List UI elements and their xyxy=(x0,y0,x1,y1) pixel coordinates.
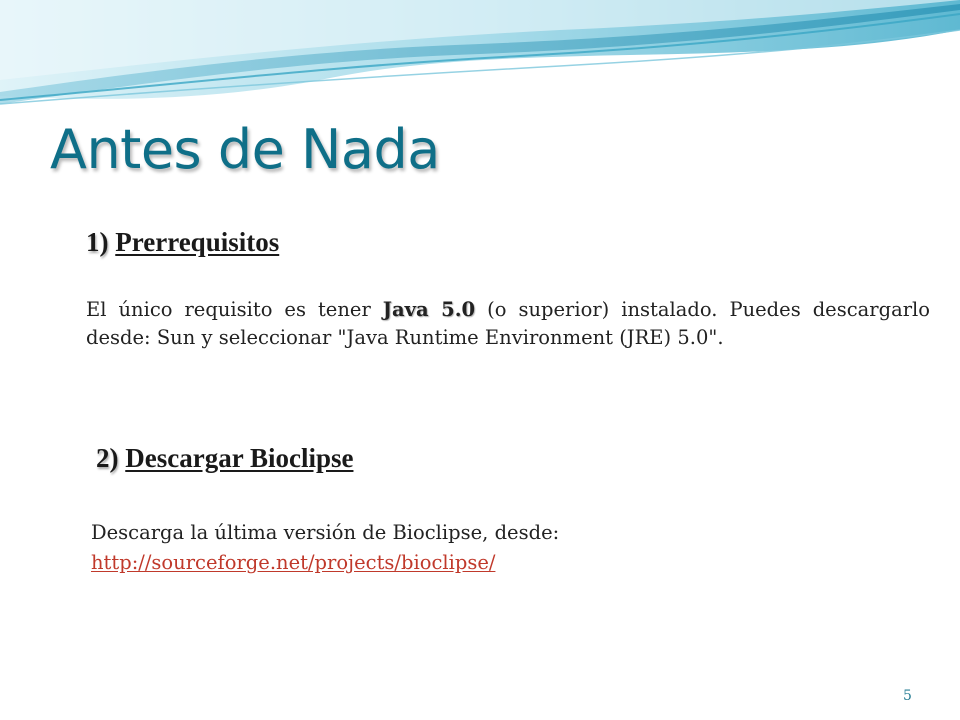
section2-text: Descarga la última versión de Bioclipse, desde: xyxy=(91,521,560,544)
section1-title: Prerrequisitos xyxy=(115,227,280,257)
java-version-highlight: Java 5.0 xyxy=(382,298,476,321)
section2-heading xyxy=(96,443,353,474)
section1-paragraph xyxy=(86,296,930,352)
page-number: 5 xyxy=(903,688,912,704)
header-wave-decoration xyxy=(0,0,960,110)
section1-heading xyxy=(86,227,279,258)
slide-title: Antes de Nada xyxy=(50,118,440,181)
section2-paragraph xyxy=(91,518,691,578)
section1-number: 1) xyxy=(86,227,109,257)
section2-title: Descargar Bioclipse xyxy=(125,443,354,473)
section1-text-before: El único requisito es tener xyxy=(86,298,383,321)
bioclipse-download-link[interactable]: http://sourceforge.net/projects/bioclipse/ xyxy=(91,551,496,574)
section1-text-after: (o superior) instalado. Puedes descargarlo desde: Sun y seleccionar "Java Runtime Environment (JRE) 5.0". xyxy=(86,298,930,349)
section2-number: 2) xyxy=(96,443,119,473)
